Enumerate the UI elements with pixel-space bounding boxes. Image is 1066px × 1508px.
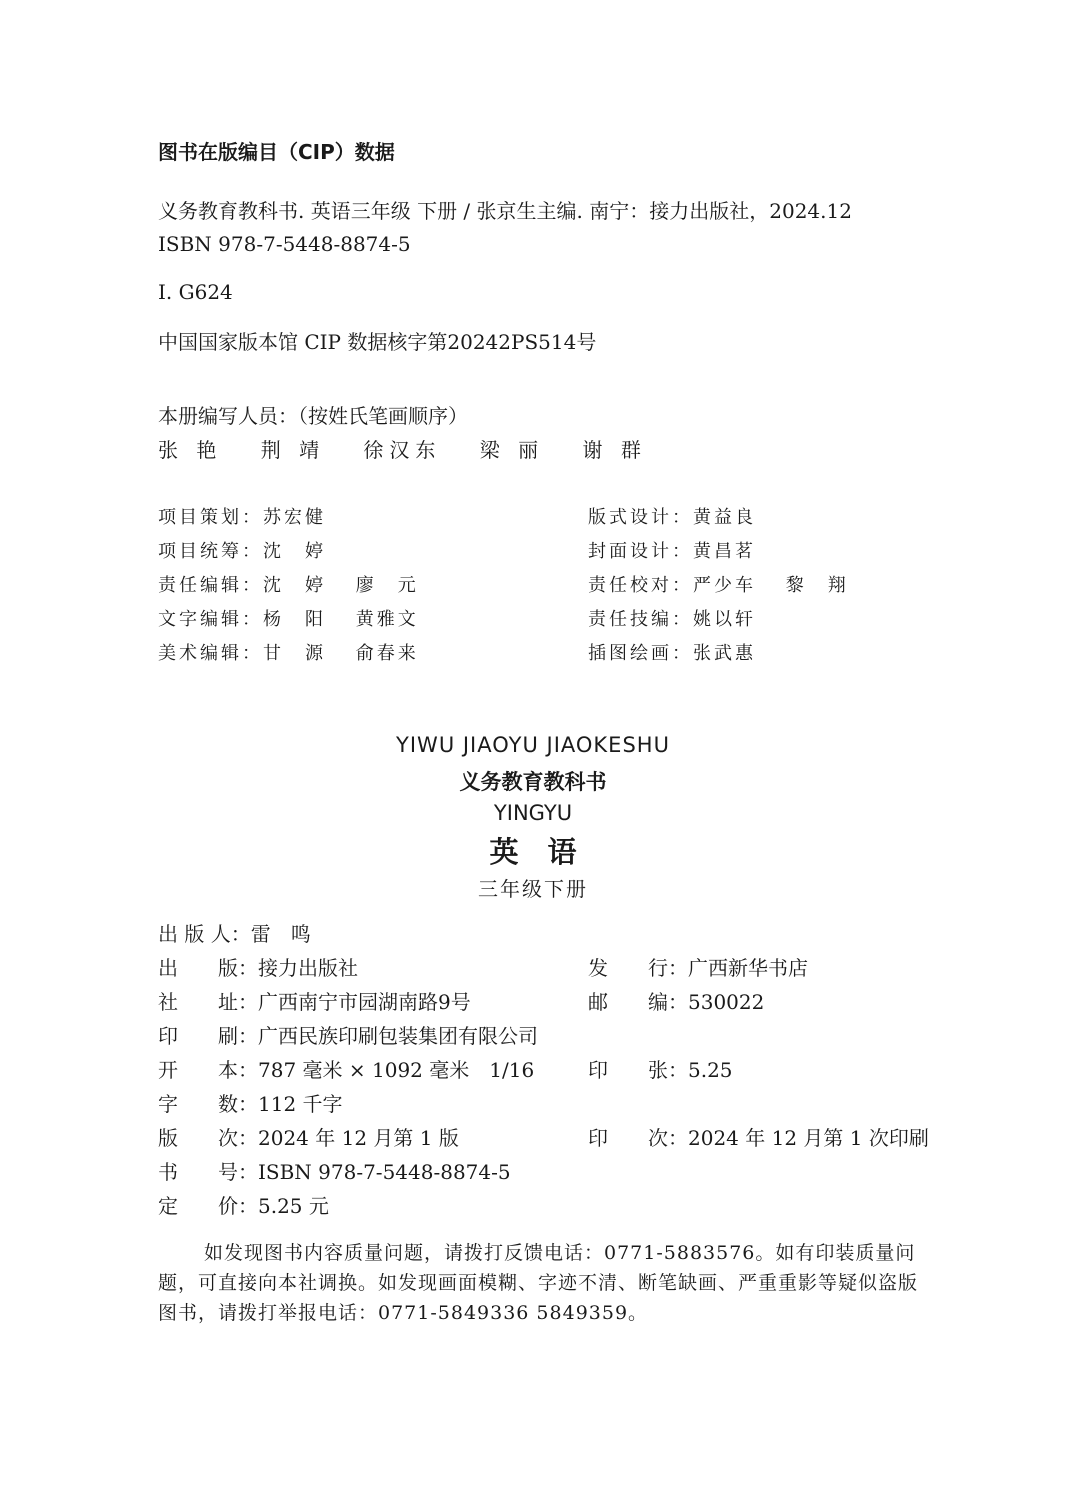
staff-right-item: 版式设计：黄益良 xyxy=(588,507,756,528)
staff-right-item: 责任校对：严少车 黎 翔 xyxy=(588,575,849,596)
cip-heading: 图书在版编目（CIP）数据 xyxy=(158,140,395,164)
authors-names: 张 艳 荆 靖 徐汉东 梁 丽 谢 群 xyxy=(158,438,647,462)
title-pinyin-subject: YINGYU xyxy=(493,801,573,825)
pub-postcode: 邮 编：530022 xyxy=(588,990,765,1014)
cip-line-record: 中国国家版本馆 CIP 数据核字第20242PS514号 xyxy=(158,330,597,354)
pub-printing: 印 次：2024 年 12 月第 1 次印刷 xyxy=(588,1126,929,1150)
title-grade: 三年级下册 xyxy=(478,877,588,901)
pub-edition: 版 次：2024 年 12 月第 1 版 xyxy=(158,1126,459,1150)
pub-sheets: 印 张：5.25 xyxy=(588,1058,733,1082)
staff-left-item: 项目统筹：沈 婷 xyxy=(158,541,326,562)
quality-notice: 如发现图书内容质量问题，请拨打反馈电话：0771-5883576。如有印装质量问题，可直接向本社调换。如发现画面模糊、字迹不清、断笔缺画、严重重影等疑似盗版图书，请拨打举报电话：0771-5849336 5849359。 xyxy=(158,1242,919,1324)
cip-line-title: 义务教育教科书. 英语三年级 下册 / 张京生主编. 南宁：接力出版社，2024.12 xyxy=(158,199,852,223)
staff-left-item: 文字编辑：杨 阳 黄雅文 xyxy=(158,609,419,630)
pub-printer: 印 刷：广西民族印刷包装集团有限公司 xyxy=(158,1024,538,1048)
staff-left-item: 责任编辑：沈 婷 廖 元 xyxy=(158,575,419,596)
pub-word-count: 字 数：112 千字 xyxy=(158,1092,343,1116)
staff-right-item: 插图绘画：张武惠 xyxy=(588,643,756,664)
authors-label: 本册编写人员：（按姓氏笔画顺序） xyxy=(158,404,468,428)
cip-line-isbn: ISBN 978-7-5448-8874-5 xyxy=(158,232,411,256)
pub-format: 开 本：787 毫米 × 1092 毫米 1/16 xyxy=(158,1058,535,1082)
staff-right-item: 封面设计：黄昌茗 xyxy=(588,541,756,562)
pub-distributor: 发 行：广西新华书店 xyxy=(588,956,808,980)
title-pinyin-series: YIWU JIAOYU JIAOKESHU xyxy=(396,733,670,757)
pub-publisher: 出 版：接力出版社 xyxy=(158,956,358,980)
pub-publisher-person: 出 版 人：雷 鸣 xyxy=(158,922,311,946)
staff-right-item: 责任技编：姚以轩 xyxy=(588,609,756,630)
pub-price: 定 价：5.25 元 xyxy=(158,1194,329,1218)
cip-line-classification: I. G624 xyxy=(158,280,233,304)
title-series: 义务教育教科书 xyxy=(459,770,607,794)
title-subject: 英 语 xyxy=(489,835,577,869)
staff-left-item: 美术编辑：甘 源 俞春来 xyxy=(158,643,419,664)
staff-left-item: 项目策划：苏宏健 xyxy=(158,507,326,528)
pub-isbn: 书 号：ISBN 978-7-5448-8874-5 xyxy=(158,1160,511,1184)
pub-address: 社 址：广西南宁市园湖南路9号 xyxy=(158,990,471,1014)
